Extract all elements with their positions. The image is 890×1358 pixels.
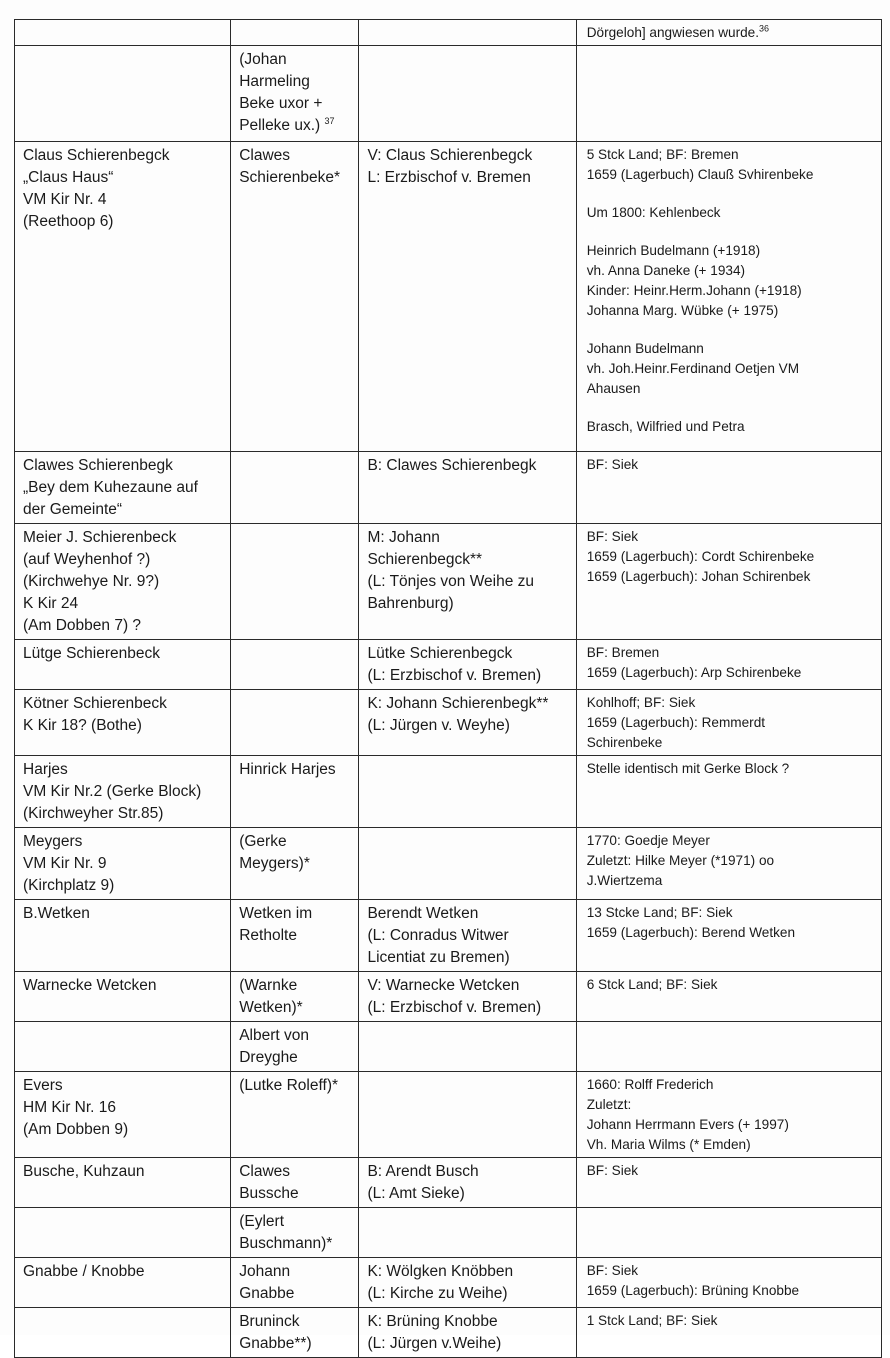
cell-farm: Evers HM Kir Nr. 16 (Am Dobben 9) xyxy=(15,1072,231,1158)
table-row xyxy=(15,640,882,690)
table-row xyxy=(15,46,882,142)
cell-notes: BF: Bremen 1659 (Lagerbuch): Arp Schirenbeke xyxy=(576,640,881,690)
table-row xyxy=(15,1158,882,1208)
cell-notes: 6 Stck Land; BF: Siek xyxy=(576,972,881,1022)
cell-farm xyxy=(15,1022,231,1072)
cell-notes xyxy=(576,20,881,46)
cell-status-lord: Lütke Schierenbegck (L: Erzbischof v. Bremen) xyxy=(359,640,576,690)
cell-notes: BF: Siek 1659 (Lagerbuch): Brüning Knobbe xyxy=(576,1258,881,1308)
cell-status-lord: V: Claus Schierenbegck L: Erzbischof v. Bremen xyxy=(359,142,576,452)
table-row xyxy=(15,690,882,756)
cell-farm: Warnecke Wetcken xyxy=(15,972,231,1022)
cell-status-lord xyxy=(359,1208,576,1258)
cell-1585 xyxy=(231,452,359,524)
notes-block: Brasch, Wilfried und Petra xyxy=(586,419,745,434)
cell-1585: Johann Gnabbe xyxy=(231,1258,359,1308)
cell-1585: (Gerke Meygers)* xyxy=(231,828,359,900)
cell-notes: 1770: Goedje Meyer Zuletzt: Hilke Meyer (*1971) oo J.Wiertzema xyxy=(576,828,881,900)
notes-block: 5 Stck Land; BF: Bremen 1659 (Lagerbuch) Clauß Svhirenbeke xyxy=(586,147,814,182)
cell-farm: Kötner Schierenbeck K Kir 18? (Bothe) xyxy=(15,690,231,756)
cell-1585: Bruninck Gnabbe**) xyxy=(231,1308,359,1358)
footnote-ref: 37 xyxy=(324,115,335,126)
table-row xyxy=(15,524,882,640)
cell-status-lord: Berendt Wetken (L: Conradus Witwer Licentiat zu Bremen) xyxy=(359,900,576,972)
cell-farm: Harjes VM Kir Nr.2 (Gerke Block) (Kirchweyher Str.85) xyxy=(15,756,231,828)
table-row xyxy=(15,20,882,46)
cell-text: (Johan Harmeling Beke uxor + Pelleke ux.) xyxy=(239,51,323,134)
cell-status-lord: K: Brüning Knobbe (L: Jürgen v.Weihe) xyxy=(359,1308,576,1358)
cell-1585: (Eylert Buschmann)* xyxy=(231,1208,359,1258)
cell-1585: Wetken im Retholte xyxy=(231,900,359,972)
cell-notes: Kohlhoff; BF: Siek 1659 (Lagerbuch): Remmerdt Schirenbeke xyxy=(576,690,881,756)
farmstead-register-table xyxy=(14,19,882,1358)
cell-1585: (Lutke Roleff)* xyxy=(231,1072,359,1158)
cell-status-lord xyxy=(359,756,576,828)
table-row xyxy=(15,1208,882,1258)
cell-notes: BF: Siek xyxy=(576,1158,881,1208)
notes-block: Heinrich Budelmann (+1918) vh. Anna Daneke (+ 1934) Kinder: Heinr.Herm.Johann (+1918) Johanna Marg. Wübke (+ 1975) xyxy=(586,243,802,318)
cell-1585 xyxy=(231,690,359,756)
cell-status-lord: V: Warnecke Wetcken (L: Erzbischof v. Bremen) xyxy=(359,972,576,1022)
cell-farm: Lütge Schierenbeck xyxy=(15,640,231,690)
cell-1585: Clawes Bussche xyxy=(231,1158,359,1208)
cell-1585 xyxy=(231,20,359,46)
cell-notes xyxy=(576,1208,881,1258)
cell-status-lord xyxy=(359,20,576,46)
table-row xyxy=(15,1258,882,1308)
notes-block: Um 1800: Kehlenbeck xyxy=(586,205,721,220)
cell-1585 xyxy=(231,524,359,640)
cell-1585 xyxy=(231,46,359,142)
notes-text: Dörgeloh] angwiesen wurde. xyxy=(586,25,760,40)
cell-status-lord xyxy=(359,828,576,900)
cell-farm: B.Wetken xyxy=(15,900,231,972)
cell-status-lord: B: Arendt Busch (L: Amt Sieke) xyxy=(359,1158,576,1208)
cell-farm: Busche, Kuhzaun xyxy=(15,1158,231,1208)
cell-status-lord: M: Johann Schierenbegck** (L: Tönjes von Weihe zu Bahrenburg) xyxy=(359,524,576,640)
cell-1585: Clawes Schierenbeke* xyxy=(231,142,359,452)
table-row xyxy=(15,1022,882,1072)
cell-1585: Hinrick Harjes xyxy=(231,756,359,828)
table-row xyxy=(15,142,882,452)
cell-farm xyxy=(15,1308,231,1358)
table-row xyxy=(15,1308,882,1358)
cell-farm xyxy=(15,20,231,46)
table-row xyxy=(15,900,882,972)
cell-farm: Meygers VM Kir Nr. 9 (Kirchplatz 9) xyxy=(15,828,231,900)
cell-notes: BF: Siek 1659 (Lagerbuch): Cordt Schirenbeke 1659 (Lagerbuch): Johan Schirenbek xyxy=(576,524,881,640)
cell-status-lord xyxy=(359,1072,576,1158)
cell-notes: BF: Siek xyxy=(576,452,881,524)
cell-status-lord: K: Wölgken Knöbben (L: Kirche zu Weihe) xyxy=(359,1258,576,1308)
table-row xyxy=(15,828,882,900)
cell-farm: Claus Schierenbegck „Claus Haus“ VM Kir Nr. 4 (Reethoop 6) xyxy=(15,142,231,452)
cell-notes: 13 Stcke Land; BF: Siek 1659 (Lagerbuch): Berend Wetken xyxy=(576,900,881,972)
cell-1585: (Warnke Wetken)* xyxy=(231,972,359,1022)
cell-farm: Gnabbe / Knobbe xyxy=(15,1258,231,1308)
cell-status-lord xyxy=(359,46,576,142)
cell-status-lord: K: Johann Schierenbegk** (L: Jürgen v. Weyhe) xyxy=(359,690,576,756)
table-row xyxy=(15,1072,882,1158)
footnote-ref: 36 xyxy=(759,23,770,34)
table-row xyxy=(15,972,882,1022)
cell-notes: Stelle identisch mit Gerke Block ? xyxy=(576,756,881,828)
cell-notes: 1660: Rolff Frederich Zuletzt: Johann Herrmann Evers (+ 1997) Vh. Maria Wilms (* Emden) xyxy=(576,1072,881,1158)
cell-notes xyxy=(576,1022,881,1072)
cell-status-lord xyxy=(359,1022,576,1072)
notes-block: Johann Budelmann vh. Joh.Heinr.Ferdinand Oetjen VM Ahausen xyxy=(586,341,800,396)
table-row xyxy=(15,756,882,828)
cell-status-lord: B: Clawes Schierenbegk xyxy=(359,452,576,524)
cell-farm xyxy=(15,1208,231,1258)
table-row xyxy=(15,452,882,524)
cell-notes xyxy=(576,46,881,142)
cell-farm xyxy=(15,46,231,142)
cell-notes: 1 Stck Land; BF: Siek xyxy=(576,1308,881,1358)
cell-farm: Clawes Schierenbegk „Bey dem Kuhezaune auf der Gemeinte“ xyxy=(15,452,231,524)
cell-notes xyxy=(576,142,881,452)
cell-1585: Albert von Dreyghe xyxy=(231,1022,359,1072)
cell-farm: Meier J. Schierenbeck (auf Weyhenhof ?) (Kirchwehye Nr. 9?) K Kir 24 (Am Dobben 7) ? xyxy=(15,524,231,640)
cell-1585 xyxy=(231,640,359,690)
